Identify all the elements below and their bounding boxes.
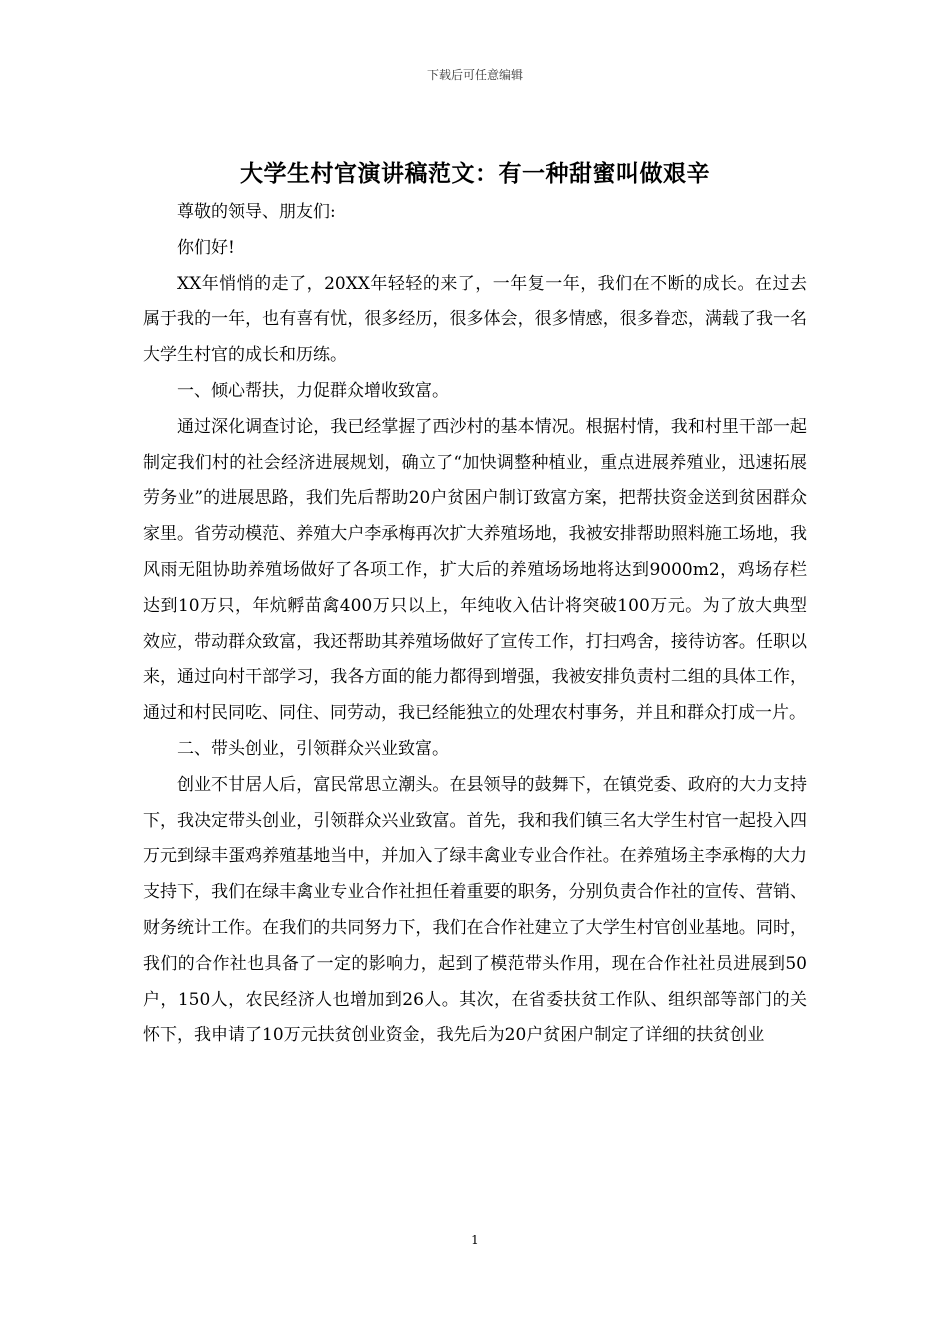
salutation-paragraph: 尊敬的领导、朋友们: [177, 202, 336, 222]
section-heading-2: 二、带头创业，引领群众兴业致富。 [177, 738, 449, 759]
section-body-2: 创业不甘居人后，富民常思立潮头。在县领导的鼓舞下，在镇党委、政府的大力支持下，我决定带头创业，引领群众兴业致富。首先，我和我们镇三名大学生村官一起投入四万元到绿丰蛋鸡养殖基地当中，并加入了绿丰禽业专业合作社。在养殖场主李承梅的大力支持下，我们在绿丰禽业专业合作社担任着重要的职务，分别负责合作社的宣传、营销、财务统计工作。在我们的共同努力下，我们在合作社建立了大学生村官创业基地。同时，我们的合作社也具备了一定的影响力，起到了模范带头作用，现在合作社社员进展到50户，150人，农民经济人也增加到26人。其次，在省委扶贫工作队、组织部等部门的关怀下，我申请了10万元扶贫创业资金，我先后为20户贫困户制定了详细的扶贫创业 [143, 774, 807, 1046]
document-title: 大学生村官演讲稿范文：有一种甜蜜叫做艰辛 [240, 160, 710, 187]
intro-paragraph: XX年悄悄的走了，20XX年轻轻的来了，一年复一年，我们在不断的成长。在过去属于我的一年，也有喜有忧，很多经历，很多体会，很多情感，很多眷恋，满载了我一名大学生村官的成长和历练。 [143, 273, 807, 366]
greeting-paragraph: 你们好! [177, 237, 235, 258]
section-body-1: 通过深化调查讨论，我已经掌握了西沙村的基本情况。根据村情，我和村里干部一起制定我们村的社会经济进展规划，确立了“加快调整种植业，重点进展养殖业，迅速拓展劳务业”的进展思路，我们先后帮助20户贫困户制订致富方案，把帮扶资金送到贫困群众家里。省劳动模范、养殖大户李承梅再次扩大养殖场地，我被安排帮助照料施工场地，我风雨无阻协助养殖场做好了各项工作，扩大后的养殖场场地将达到9000m2，鸡场存栏达到10万只，年炕孵苗禽400万只以上，年纯收入估计将突破100万元。为了放大典型效应，带动群众致富，我还帮助其养殖场做好了宣传工作，打扫鸡舍，接待访客。任职以来，通过向村干部学习，我各方面的能力都得到增强，我被安排负责村二组的具体工作，通过和村民同吃、同住、同劳动，我已经能独立的处理农村事务，并且和群众打成一片。 [143, 416, 807, 724]
section-heading-1: 一、倾心帮扶，力促群众增收致富。 [177, 380, 449, 401]
page-header-note: 下载后可任意编辑 [426, 68, 523, 82]
document-body [143, 195, 807, 1054]
page-number: 1 [471, 1233, 479, 1247]
